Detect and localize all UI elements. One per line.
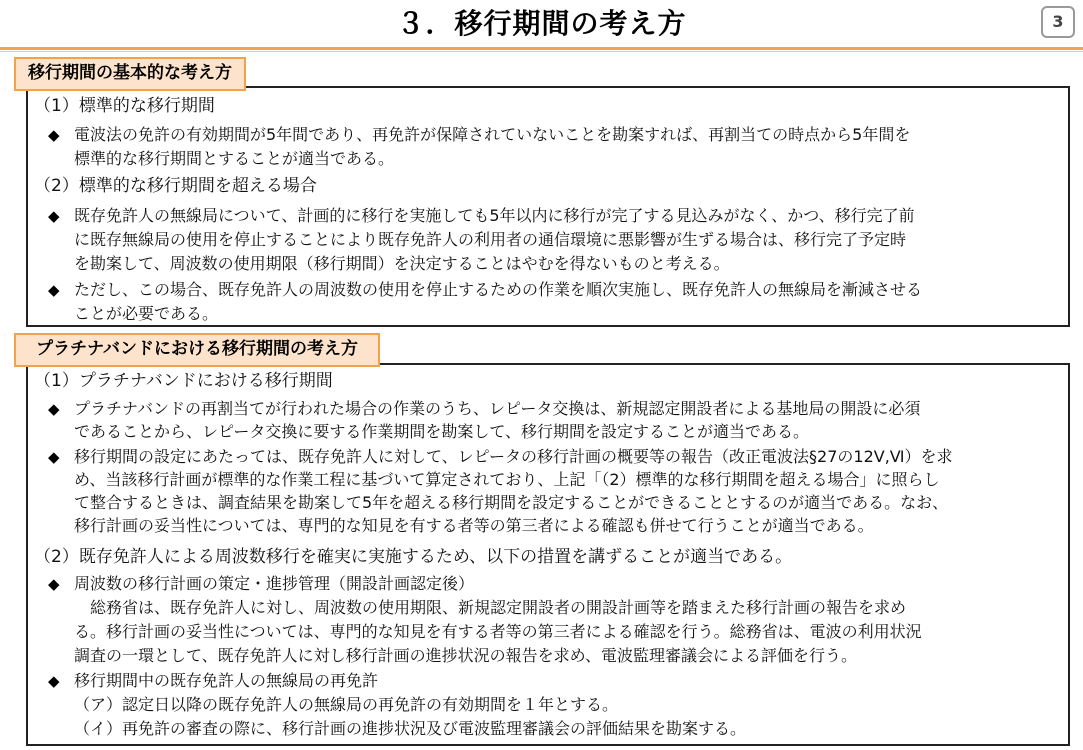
subheading: （2）既存免許人による周波数移行を確実に実施するため、以下の措置を講ずることが適当である。	[34, 547, 793, 567]
bullet-text: 標準的な移行期間とすることが適当である。	[74, 149, 395, 168]
bullet-diamond-icon: ◆	[48, 126, 60, 144]
bullet-title: 移行期間中の既存免許人の無線局の再免許	[74, 671, 379, 690]
bullet-text: 移行計画の妥当性については、専門的な知見を有する者等の第三者による確認も併せて行うことが適当である。	[74, 516, 874, 535]
section-label-basic: 移行期間の基本的な考え方	[14, 57, 246, 91]
bullet-text: 既存免許人の無線局について、計画的に移行を実施しても5年以内に移行が完了する見込みがなく、かつ、移行完了前	[74, 206, 915, 225]
bullet-title: 周波数の移行計画の策定・進捗管理（開設計画認定後）	[74, 574, 475, 593]
bullet-text: を勘案して、周波数の使用期限（移行期間）を決定することはやむを得ないものと考える。	[74, 254, 730, 273]
bullet-text: 移行期間の設定にあたっては、既存免許人に対して、レピータの移行計画の概要等の報告（改正電波法§27の12Ⅴ,Ⅵ）を求	[74, 447, 953, 466]
bullet-text: ただし、この場合、既存免許人の周波数の使用を停止するための作業を順次実施し、既存免許人の無線局を漸減させる	[74, 280, 923, 299]
bullet-diamond-icon: ◆	[48, 281, 60, 299]
list-item: （イ）再免許の審査の際に、移行計画の進捗状況及び電波監理審議会の評価結果を勘案する。	[74, 719, 747, 738]
bullet-text: て整合するときは、調査結果を勘案して5年を超える移行期間を設定することができることとするのが適当である。なお、	[74, 493, 949, 512]
bullet-text: プラチナバンドの再割当てが行われた場合の作業のうち、レピータ交換は、新規認定開設者による基地局の開設に必須	[74, 399, 921, 418]
header-divider	[0, 47, 1083, 50]
header-divider-thin	[0, 51, 1083, 52]
bullet-diamond-icon: ◆	[48, 207, 60, 225]
bullet-diamond-icon: ◆	[48, 575, 60, 593]
bullet-text: 総務省は、既存免許人に対し、周波数の使用期限、新規認定開設者の開設計画等を踏まえた移行計画の報告を求め	[74, 598, 907, 617]
bullet-text: であることから、レピータ交換に要する作業期間を勘案して、移行期間を設定することが適当である。	[74, 422, 810, 441]
list-item: （ア）認定日以降の既存免許人の無線局の再免許の有効期間を１年とする。	[74, 695, 619, 714]
subheading: （2）標準的な移行期間を超える場合	[34, 176, 317, 196]
bullet-diamond-icon: ◆	[48, 400, 60, 418]
page-number-badge: 3	[1041, 6, 1075, 38]
bullet-diamond-icon: ◆	[48, 448, 60, 466]
section-label-platinum: プラチナバンドにおける移行期間の考え方	[14, 333, 380, 367]
bullet-text: る。移行計画の妥当性については、専門的な知見を有する者等の第三者による確認を行う。総務省は、電波の利用状況	[74, 622, 922, 641]
bullet-text: 電波法の免許の有効期間が5年間であり、再免許が保障されていないことを勘案すれば、再割当ての時点から5年間を	[74, 125, 911, 144]
page-title: ３．移行期間の考え方	[396, 7, 687, 40]
bullet-text: 調査の一環として、既存免許人に対し移行計画の進捗状況の報告を求め、電波監理審議会による評価を行う。	[74, 646, 858, 665]
bullet-text: め、当該移行計画が標準的な作業工程に基づいて算定されており、上記「（2）標準的な移行期間を超える場合」に照らし	[74, 470, 940, 489]
subheading: （1）プラチナバンドにおける移行期間	[34, 371, 333, 391]
subheading: （1）標準的な移行期間	[34, 96, 215, 116]
bullet-text: ことが必要である。	[74, 304, 219, 323]
bullet-diamond-icon: ◆	[48, 672, 60, 690]
bullet-text: に既存無線局の使用を停止することにより既存免許人の利用者の通信環境に悪影響が生ずる場合は、移行完了予定時	[74, 230, 907, 249]
